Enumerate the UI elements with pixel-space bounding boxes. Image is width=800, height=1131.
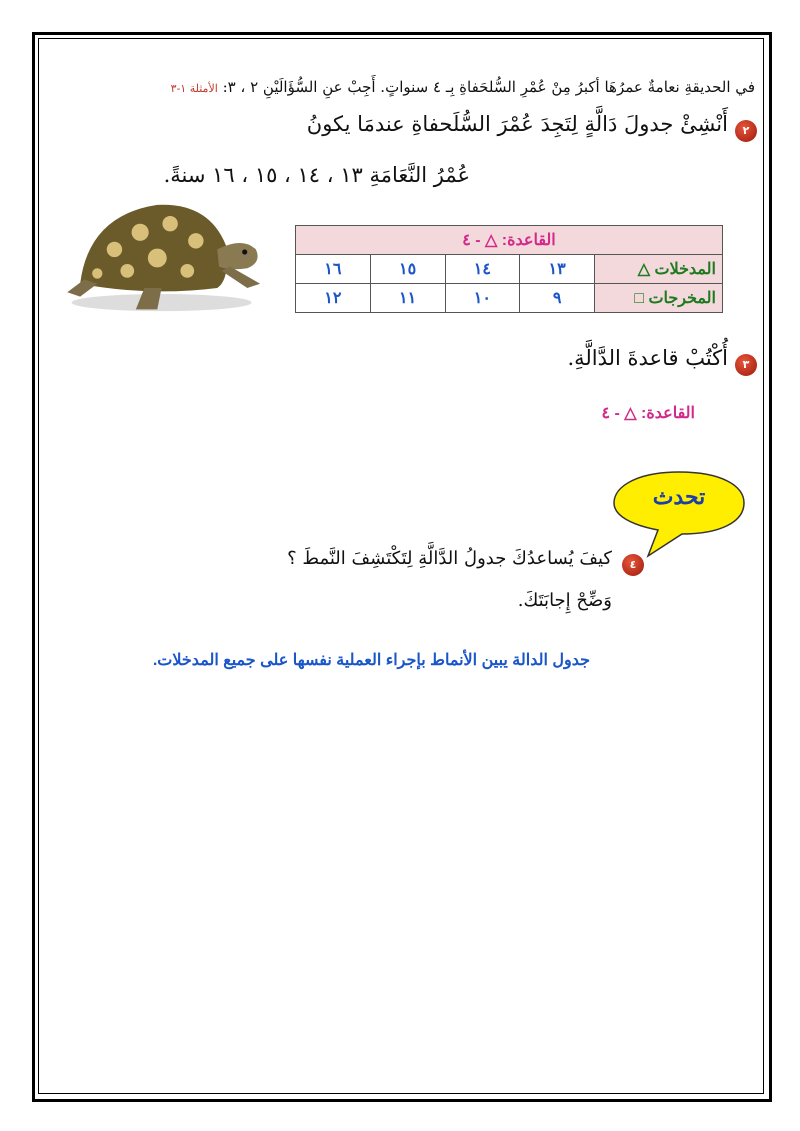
intro-text [171,78,755,96]
output-cell: ٩ [520,284,595,313]
input-cell: ١٤ [445,255,520,284]
question-3-number-icon: ٣ [735,354,757,376]
turtle-image [48,198,288,318]
table-row-inputs [296,255,723,284]
output-cell: ١٢ [296,284,371,313]
inputs-label: المدخلات △ [595,255,723,284]
question-2-line-2: عُمْرُ النَّعَامَةِ ١٣ ، ١٤ ، ١٥ ، ١٦ سنةً. [163,163,470,187]
table-row-outputs [296,284,723,313]
question-3-text: أُكْتُبْ قاعدةَ الدَّالَّةِ. [567,346,728,370]
output-cell: ١١ [370,284,445,313]
question-4-answer: جدول الدالة يبين الأنماط بإجراء العملية نفسها على جميع المدخلات. [152,652,590,669]
question-4-line-1: كيفَ يُساعدُكَ جدولُ الدَّالَّةِ لِتَكْتَشِفَ النَّمطَ ؟ [287,548,612,569]
question-2-number-icon: ٢ [735,120,757,142]
intro-sentence: في الحديقةِ نعامةٌ عمرُهَا أكبرُ مِنْ عُمْرِ السُّلحَفاةِ بِـ ٤ سنواتٍ. أَجِبْ عنِ السُّؤَالَيْنِ ٢ ، ٣: [222,78,755,96]
function-table [295,225,723,313]
input-cell: ١٣ [520,255,595,284]
question-3-answer: القاعدة: △ - ٤ [601,405,695,422]
output-cell: ١٠ [445,284,520,313]
question-4-line-2: وَضِّحْ إِجابَتَكَ. [517,590,612,611]
reference-label: الأمثلة ١-٣ [170,82,218,95]
question-2-line-1: أَنْشِئْ جدولَ دَالَّةٍ لِتَجِدَ عُمْرَ السُّلَحفاةِ عندمَا يكونُ [306,112,728,136]
talk-label: تحدث [652,484,706,509]
input-cell: ١٥ [370,255,445,284]
input-cell: ١٦ [296,255,371,284]
table-rule-header: القاعدة: △ - ٤ [296,226,723,255]
outputs-label: المخرجات □ [595,284,723,313]
question-4-number-icon: ٤ [622,554,644,576]
